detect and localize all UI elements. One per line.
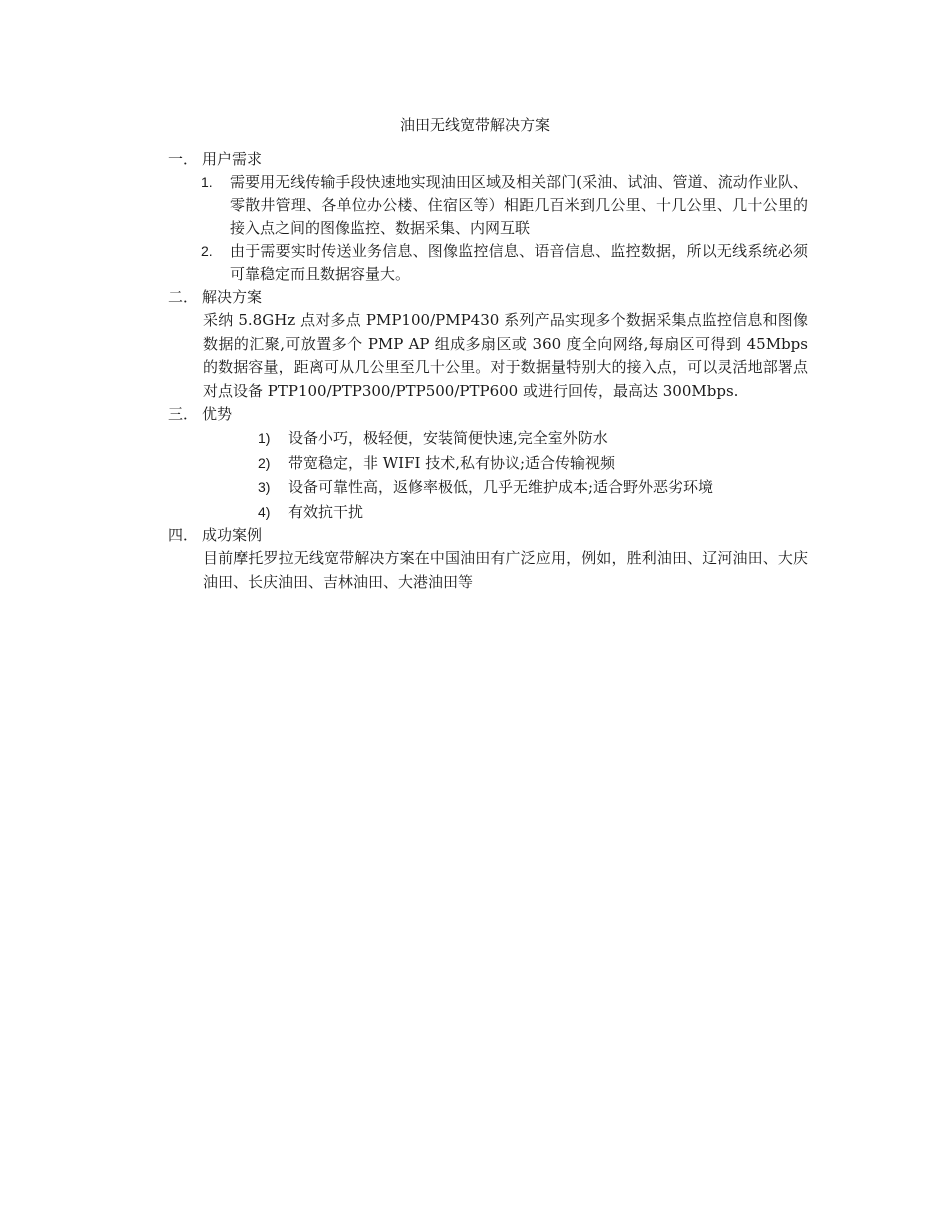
section-title: 解决方案 [202,288,263,306]
list-marker: 2) [258,454,271,471]
section-title: 用户需求 [202,150,263,168]
list-item-text: 由于需要实时传送业务信息、图像监控信息、语音信息、监控数据，所以无线系统必须可靠稳定而且数据容量大。 [230,242,808,283]
list-item [201,240,808,286]
section-number: 二． [168,288,199,306]
list-marker: 1. [201,174,213,190]
list-marker: 3) [258,479,271,496]
list-item-text: 设备小巧，极轻便，安装简便快速,完全室外防水 [288,429,608,448]
section-heading-solution [168,286,808,309]
list-marker: 2. [201,243,213,259]
solution-paragraph: 采纳 5.8GHz 点对多点 PMP100/PMP430 系列产品实现多个数据采集点监控信息和图像数据的汇聚,可放置多个 PMP AP 组成多扇区或 360 度全向网络,每扇区可得到 45Mbps 的数据容量，距离可从几公里至几十公里。对于数据量特别大的接入点，可以灵活地部署点对点设备 PTP100/PTP300/PTP500/PTP600 或进行回传，最高达 300Mbps. [203,311,808,400]
section-heading-user-needs [168,148,808,171]
list-marker: 4) [258,503,271,520]
user-needs-list [201,171,808,286]
section-title: 优势 [202,405,233,424]
section-heading-advantages [168,403,808,426]
list-item-text: 设备可靠性高，返修率极低，几乎无维护成本;适合野外恶劣环境 [288,478,714,497]
list-item [258,475,808,500]
list-marker: 1) [258,430,271,447]
section-title: 成功案例 [202,526,263,545]
list-item-text: 带宽稳定，非 WIFI 技术,私有协议;适合传输视频 [288,453,616,472]
advantages-list [258,426,808,524]
list-item [258,500,808,525]
document-title: 油田无线宽带解决方案 [399,116,550,134]
success-cases-paragraph: 目前摩托罗拉无线宽带解决方案在中国油田有广泛应用，例如，胜利油田、辽河油田、大庆油田、长庆油田、吉林油田、大港油田等 [203,549,808,591]
section-number: 三． [168,405,199,424]
document-body [168,148,808,595]
section-number: 一． [168,150,199,168]
list-item [258,451,808,476]
list-item [201,171,808,240]
section-number: 四． [168,526,199,545]
list-item [258,426,808,451]
section-heading-success-cases [168,524,808,547]
list-item-text: 有效抗干扰 [288,502,364,521]
list-item-text: 需要用无线传输手段快速地实现油田区域及相关部门(采油、试油、管道、流动作业队、零散井管理、各单位办公楼、住宿区等）相距几百米到几公里、十几公里、几十公里的接入点之间的图像监控、数据采集、内网互联 [230,173,808,237]
